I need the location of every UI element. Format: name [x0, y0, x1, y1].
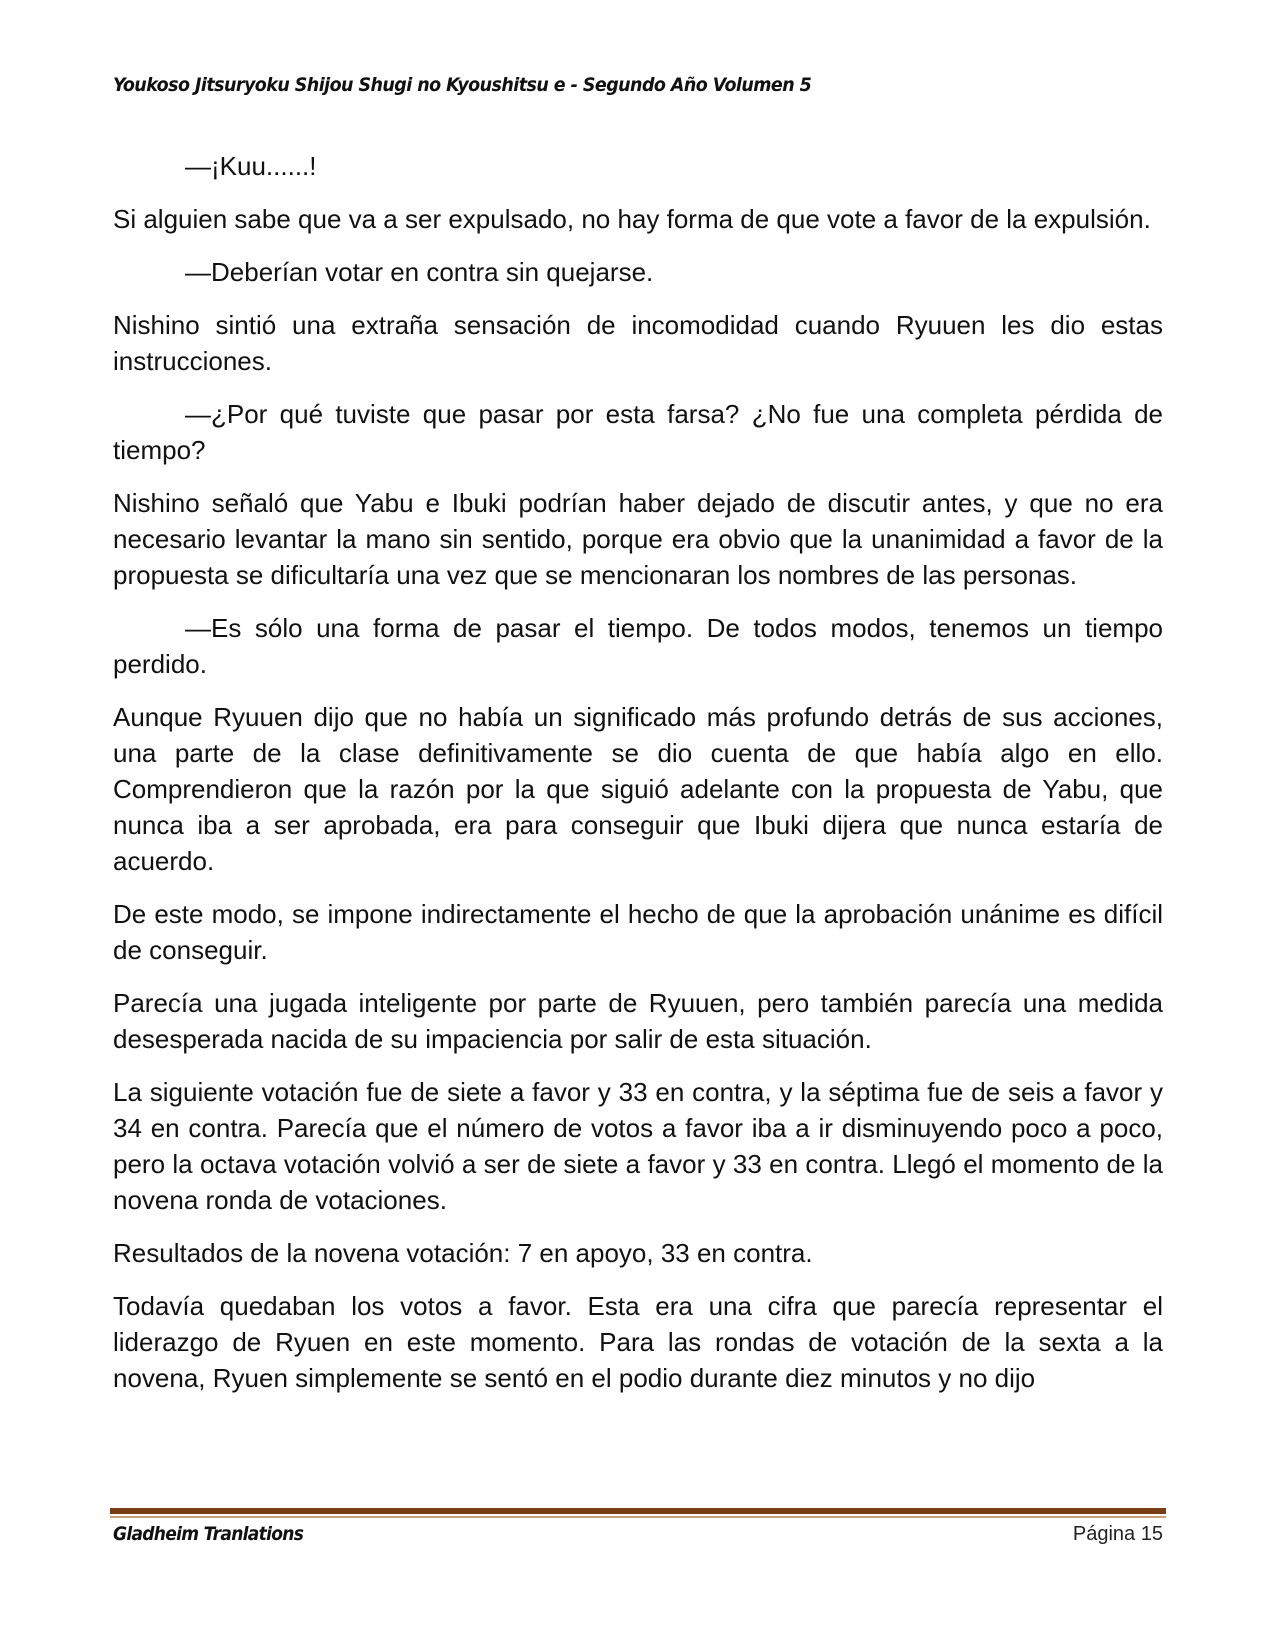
dialogue-line: —¿Por qué tuviste que pasar por esta farsa? ¿No fue una completa pérdida de tiempo?: [113, 399, 1163, 465]
paragraph: Parecía una jugada inteligente por parte de Ryuuen, pero también parecía una medida desesperada nacida de su impaciencia por salir de esta situación.: [113, 988, 1163, 1054]
page-number: [1073, 1523, 1163, 1546]
paragraph: Aunque Ryuuen dijo que no había un significado más profundo detrás de sus acciones, una parte de la clase definitivamente se dio cuenta de que había algo en ello. Comprendieron que la razón por la que siguió adelante con la propuesta de Yabu, que nunca iba a ser aprobada, era para conseguir que Ibuki dijera que nunca estaría de acuerdo.: [113, 702, 1163, 876]
running-header: Youkoso Jitsuryoku Shijou Shugi no Kyoushitsu e - Segundo Año Volumen 5: [113, 74, 812, 96]
footer-publisher: Gladheim Tranlations: [113, 1523, 304, 1545]
footer-rule-thick: [110, 1508, 1166, 1514]
paragraph: Si alguien sabe que va a ser expulsado, no hay forma de que vote a favor de la expulsión.: [113, 204, 1151, 234]
page-label: Página: [1072, 1523, 1136, 1545]
page-number-value: 15: [1140, 1523, 1163, 1545]
paragraph: La siguiente votación fue de siete a favor y 33 en contra, y la séptima fue de seis a favor y 34 en contra. Parecía que el número de votos a favor iba a ir disminuyendo poco a poco, pero la octava votación volvió a ser de siete a favor y 33 en contra. Llegó el momento de la novena ronda de votaciones.: [113, 1077, 1163, 1215]
paragraph: Todavía quedaban los votos a favor. Esta era una cifra que parecía representar el liderazgo de Ryuen en este momento. Para las rondas de votación de la sexta a la novena, Ryuen simplemente se sentó en el podio durante diez minutos y no dijo: [113, 1291, 1163, 1393]
page-body: [113, 148, 1163, 1413]
dialogue-line: —Deberían votar en contra sin quejarse.: [185, 257, 654, 287]
dialogue-line: —¡Kuu......!: [185, 151, 317, 181]
paragraph: Nishino señaló que Yabu e Ibuki podrían haber dejado de discutir antes, y que no era necesario levantar la mano sin sentido, porque era obvio que la unanimidad a favor de la propuesta se dificultaría una vez que se mencionaran los nombres de las personas.: [113, 488, 1163, 590]
paragraph: Resultados de la novena votación: 7 en apoyo, 33 en contra.: [113, 1238, 813, 1268]
dialogue-line: —Es sólo una forma de pasar el tiempo. De todos modos, tenemos un tiempo perdido.: [113, 613, 1163, 679]
paragraph: De este modo, se impone indirectamente el hecho de que la aprobación unánime es difícil de conseguir.: [113, 899, 1163, 965]
footer-rule-thin: [110, 1516, 1166, 1518]
paragraph: Nishino sintió una extraña sensación de incomodidad cuando Ryuuen les dio estas instrucciones.: [113, 310, 1163, 376]
